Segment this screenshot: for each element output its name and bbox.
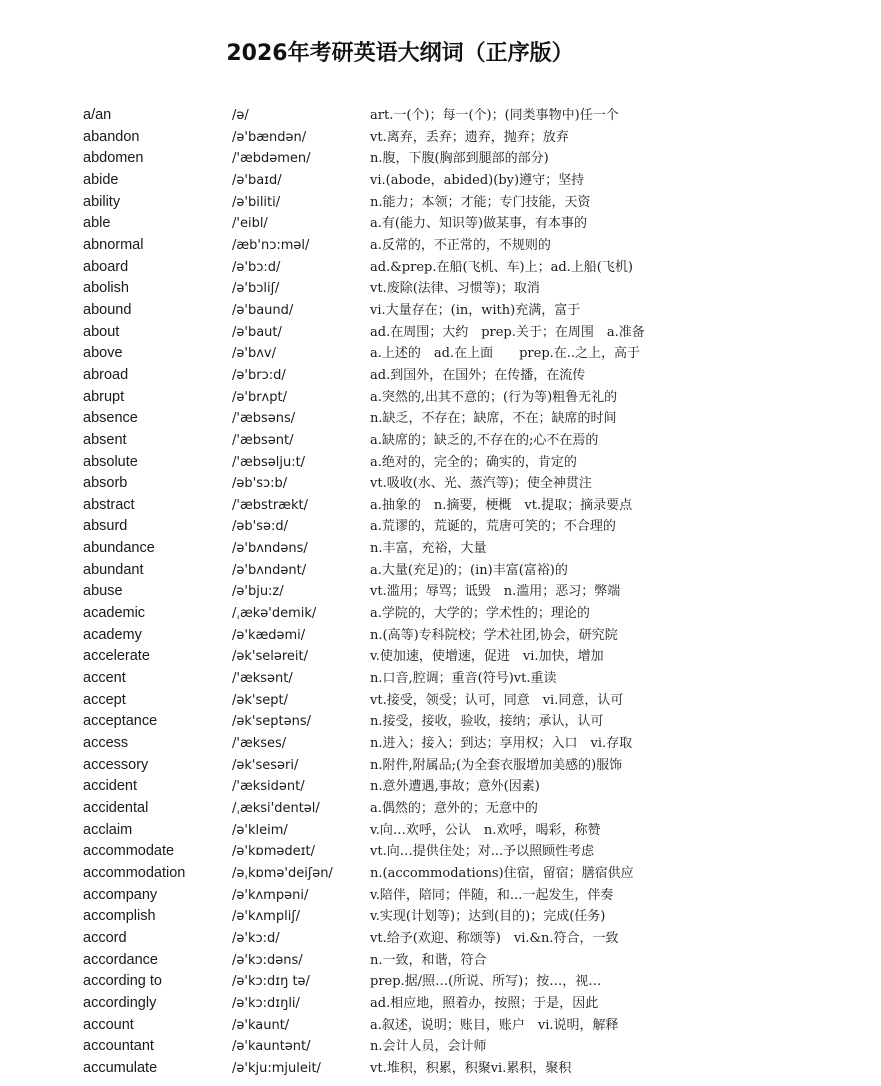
entry-phonetic: /æb'nɔ:məl/	[232, 237, 310, 253]
entry-definition: n.(高等)专科院校；学术社团,协会，研究院	[370, 627, 618, 643]
vocab-entry	[0, 408, 881, 430]
entry-definition: ad.到国外，在国外；在传播，在流传	[370, 367, 586, 383]
entry-word: account	[83, 1016, 134, 1033]
entry-definition: vt.给予(欢迎、称颂等) vi.&n.符合，一致	[370, 930, 619, 946]
entry-word: absolute	[83, 453, 138, 470]
entry-word: abundant	[83, 561, 144, 578]
entry-definition: n.接受，接收，验收，接纳；承认，认可	[370, 714, 604, 730]
entry-phonetic: /ə'bʌndənt/	[232, 562, 307, 578]
vocab-entry	[0, 387, 881, 409]
vocabulary-list	[0, 105, 881, 1080]
entry-word: absurd	[83, 518, 128, 535]
entry-phonetic: /'ækses/	[232, 736, 287, 752]
entry-word: accent	[83, 670, 126, 687]
entry-definition: a.缺席的；缺乏的,不存在的;心不在焉的	[370, 432, 599, 448]
entry-definition: n.一致，和谐，符合	[370, 952, 487, 968]
entry-definition: n.附件,附属品;(为全套衣服增加美感的)服饰	[370, 757, 623, 773]
vocab-entry	[0, 235, 881, 257]
entry-definition: ad.&prep.在船(飞机、车)上；ad.上船(飞机)	[370, 259, 633, 275]
entry-definition: vi.(abode，abided)(by)遵守；坚持	[370, 172, 585, 188]
entry-definition: n.能力；本领；才能；专门技能，天资	[370, 194, 591, 210]
vocab-entry	[0, 993, 881, 1015]
vocab-entry	[0, 495, 881, 517]
entry-phonetic: /əb'sɔ:b/	[232, 476, 288, 492]
vocab-entry	[0, 863, 881, 885]
entry-definition: a.抽象的 n.摘要，梗概 vt.提取；摘录要点	[370, 497, 633, 513]
entry-phonetic: /'æbstrækt/	[232, 497, 308, 513]
entry-phonetic: /ə'biliti/	[232, 194, 281, 210]
entry-word: accumulate	[83, 1059, 158, 1076]
entry-phonetic: /ə'kju:mjuleit/	[232, 1060, 321, 1076]
entry-definition: vt.滥用；辱骂；诋毁 n.滥用；恶习；弊端	[370, 584, 621, 600]
entry-definition: a.叙述，说明；账目，账户 vi.说明，解释	[370, 1017, 619, 1033]
vocab-entry	[0, 798, 881, 820]
vocab-entry	[0, 322, 881, 344]
entry-phonetic: /ə'baɪd/	[232, 172, 282, 188]
vocab-entry	[0, 1036, 881, 1058]
entry-phonetic: /ə'brɔ:d/	[232, 367, 286, 383]
entry-definition: n.(accommodations)住宿，留宿；膳宿供应	[370, 865, 634, 881]
vocab-entry	[0, 452, 881, 474]
entry-phonetic: /ə'kaunt/	[232, 1017, 290, 1033]
vocab-entry	[0, 1015, 881, 1037]
entry-phonetic: /ə'baund/	[232, 302, 294, 318]
entry-phonetic: /ˌækə'demik/	[232, 606, 317, 622]
entry-word: accountant	[83, 1038, 154, 1055]
entry-phonetic: /ə'bʌndəns/	[232, 541, 308, 557]
vocab-entry	[0, 343, 881, 365]
entry-phonetic: /'æksənt/	[232, 671, 293, 687]
entry-definition: a.上述的 ad.在上面 prep.在..之上，高于	[370, 346, 641, 362]
entry-word: ability	[83, 193, 121, 210]
entry-word: accessory	[83, 756, 149, 773]
entry-word: accord	[83, 929, 127, 946]
entry-word: abuse	[83, 583, 123, 600]
entry-phonetic: /ə'kædəmi/	[232, 627, 306, 643]
entry-word: aboard	[83, 258, 129, 275]
entry-word: accident	[83, 778, 138, 795]
entry-phonetic: /ək'sept/	[232, 692, 288, 708]
entry-phonetic: /əb'sə:d/	[232, 519, 288, 535]
entry-phonetic: /ə'kɔ:d/	[232, 930, 280, 946]
entry-definition: n.口音,腔调；重音(符号)vt.重读	[370, 671, 557, 687]
entry-phonetic: /ə'bʌv/	[232, 346, 276, 362]
entry-word: absorb	[83, 475, 128, 492]
vocab-entry	[0, 906, 881, 928]
entry-word: access	[83, 735, 129, 752]
vocab-entry	[0, 711, 881, 733]
vocab-entry	[0, 928, 881, 950]
entry-definition: a.学院的，大学的；学术性的；理论的	[370, 606, 590, 622]
vocab-entry	[0, 300, 881, 322]
entry-word: abundance	[83, 540, 155, 557]
cut-off-next-row	[370, 1078, 550, 1086]
entry-word: a/an	[83, 107, 112, 123]
entry-phonetic: /'æbsəlju:t/	[232, 454, 306, 470]
entry-word: accommodation	[83, 864, 186, 881]
vocab-entry	[0, 690, 881, 712]
entry-word: according to	[83, 973, 162, 990]
entry-word: abolish	[83, 280, 129, 297]
vocab-entry	[0, 885, 881, 907]
entry-definition: vt.离弃，丢弃；遗弃，抛弃；放弃	[370, 129, 569, 145]
entry-word: abstract	[83, 496, 135, 513]
entry-definition: ad.在周围；大约 prep.关于；在周围 a.准备	[370, 324, 645, 340]
vocab-entry	[0, 148, 881, 170]
entry-definition: vi.大量存在；(in，with)充满，富于	[370, 302, 581, 318]
entry-definition: v.使加速，使增速，促进 vi.加快，增加	[370, 649, 604, 665]
entry-word: accordance	[83, 951, 158, 968]
entry-word: abdomen	[83, 150, 144, 167]
entry-definition: ad.相应地，照着办，按照；于是，因此	[370, 995, 599, 1011]
vocab-entry	[0, 668, 881, 690]
entry-phonetic: /ə'baut/	[232, 324, 282, 340]
entry-definition: a.反常的，不正常的，不规则的	[370, 237, 551, 253]
entry-phonetic: /ə'kʌmpliʃ/	[232, 909, 301, 925]
entry-phonetic: /ˌæksi'dentəl/	[232, 801, 320, 816]
vocab-entry	[0, 105, 881, 127]
entry-phonetic: /ə'kauntənt/	[232, 1039, 311, 1055]
entry-definition: a.突然的,出其不意的；(行为等)粗鲁无礼的	[370, 389, 618, 405]
entry-word: absence	[83, 410, 138, 427]
entry-definition: a.偶然的；意外的；无意中的	[370, 801, 538, 816]
entry-phonetic: /'æbdəmen/	[232, 151, 311, 167]
entry-phonetic: /ə'kɔ:dɪŋ tə/	[232, 974, 310, 990]
entry-definition: n.丰富，充裕，大量	[370, 541, 487, 557]
entry-definition: prep.据/照…(所说、所写)；按…，视…	[370, 974, 602, 990]
entry-phonetic: /ə'kɒmədeɪt/	[232, 844, 315, 860]
vocab-entry	[0, 192, 881, 214]
entry-word: above	[83, 345, 123, 362]
entry-word: abide	[83, 171, 119, 188]
entry-word: abrupt	[83, 388, 125, 405]
vocab-entry	[0, 213, 881, 235]
entry-definition: n.意外遭遇,事故；意外(因素)	[370, 779, 540, 795]
vocab-entry	[0, 516, 881, 538]
vocab-entry	[0, 755, 881, 777]
entry-word: accomplish	[83, 908, 156, 925]
entry-definition: vt.接受，领受；认可，同意 vi.同意，认可	[370, 692, 624, 708]
vocab-entry	[0, 646, 881, 668]
entry-definition: a.绝对的，完全的；确实的，肯定的	[370, 454, 577, 470]
entry-word: acclaim	[83, 821, 133, 838]
vocab-entry	[0, 473, 881, 495]
entry-phonetic: /ə'bændən/	[232, 129, 307, 145]
entry-phonetic: /ə'bju:z/	[232, 584, 284, 600]
entry-phonetic: /ə'kʌmpəni/	[232, 887, 309, 903]
vocab-entry	[0, 841, 881, 863]
vocab-entry	[0, 278, 881, 300]
vocab-entry	[0, 776, 881, 798]
entry-word: absent	[83, 431, 127, 448]
vocab-entry	[0, 430, 881, 452]
entry-word: abnormal	[83, 236, 144, 253]
entry-definition: vt.吸收(水、光、蒸汽等)；使全神贯注	[370, 476, 592, 492]
entry-word: able	[83, 215, 111, 232]
vocab-entry	[0, 820, 881, 842]
vocab-entry	[0, 365, 881, 387]
entry-definition: n.会计人员，会计师	[370, 1039, 487, 1055]
entry-definition: vt.向…提供住处；对...予以照顾性考虑	[370, 844, 595, 860]
entry-definition: v.实现(计划等)；达到(目的)；完成(任务)	[370, 909, 606, 925]
entry-definition: n.腹，下腹(胸部到腿部的部分)	[370, 151, 549, 167]
entry-phonetic: /ə'kɔ:dɪŋli/	[232, 995, 300, 1011]
entry-phonetic: /ə'bɔliʃ/	[232, 281, 280, 297]
entry-definition: art.一(个)；每一(个)；(同类事物中)任一个	[370, 108, 619, 123]
entry-phonetic: /'eibl/	[232, 216, 268, 232]
entry-definition: v.陪伴，陪同；伴随，和...一起发生，伴奏	[370, 887, 614, 903]
entry-phonetic: /'æbsəns/	[232, 411, 296, 427]
entry-definition: vt.堆积，积累，积聚vi.累积，聚积	[370, 1060, 572, 1076]
entry-definition: a.荒谬的，荒诞的，荒唐可笑的；不合理的	[370, 519, 616, 535]
entry-definition: vt.废除(法律、习惯等)；取消	[370, 281, 540, 297]
entry-phonetic: /ə'kɔ:dəns/	[232, 952, 303, 968]
vocab-entry	[0, 560, 881, 582]
entry-word: accidental	[83, 800, 149, 816]
vocab-entry	[0, 538, 881, 560]
entry-definition: a.有(能力、知识等)做某事，有本事的	[370, 216, 588, 232]
vocab-entry	[0, 581, 881, 603]
entry-phonetic: /ə/	[232, 108, 249, 123]
entry-word: accordingly	[83, 994, 157, 1011]
entry-phonetic: /'æbsənt/	[232, 432, 294, 448]
entry-definition: a.大量(充足)的；(in)丰富(富裕)的	[370, 562, 568, 578]
entry-word: abandon	[83, 128, 140, 145]
entry-word: about	[83, 323, 120, 340]
entry-word: academic	[83, 605, 146, 622]
entry-phonetic: /əˌkɒmə'deiʃən/	[232, 865, 333, 881]
entry-word: abound	[83, 301, 132, 318]
vocab-entry	[0, 971, 881, 993]
page-title: 2026年考研英语大纲词（正序版）	[226, 41, 574, 66]
entry-word: academy	[83, 626, 142, 643]
entry-definition: n.缺乏，不存在；缺席，不在；缺席的时间	[370, 411, 617, 427]
entry-definition: v.向…欢呼，公认 n.欢呼，喝彩，称赞	[370, 822, 601, 838]
vocab-entry	[0, 257, 881, 279]
entry-phonetic: /ək'sesəri/	[232, 757, 299, 773]
entry-phonetic: /'æksidənt/	[232, 779, 305, 795]
vocab-entry	[0, 603, 881, 625]
entry-word: accelerate	[83, 648, 150, 665]
vocab-entry	[0, 625, 881, 647]
vocab-entry	[0, 127, 881, 149]
entry-word: abroad	[83, 366, 129, 383]
vocab-entry	[0, 733, 881, 755]
entry-definition: n.进入；接入；到达；享用权；入口 vi.存取	[370, 736, 633, 752]
entry-phonetic: /ək'seləreit/	[232, 649, 309, 665]
entry-phonetic: /ə'bɔ:d/	[232, 259, 281, 275]
entry-phonetic: /ə'kleim/	[232, 822, 288, 838]
vocab-entry	[0, 170, 881, 192]
entry-word: accommodate	[83, 843, 175, 860]
entry-phonetic: /ə'brʌpt/	[232, 389, 287, 405]
entry-word: acceptance	[83, 713, 158, 730]
vocab-entry	[0, 950, 881, 972]
entry-word: accompany	[83, 886, 158, 903]
entry-word: accept	[83, 691, 126, 708]
vocab-entry	[0, 1058, 881, 1080]
entry-phonetic: /ək'septəns/	[232, 714, 311, 730]
